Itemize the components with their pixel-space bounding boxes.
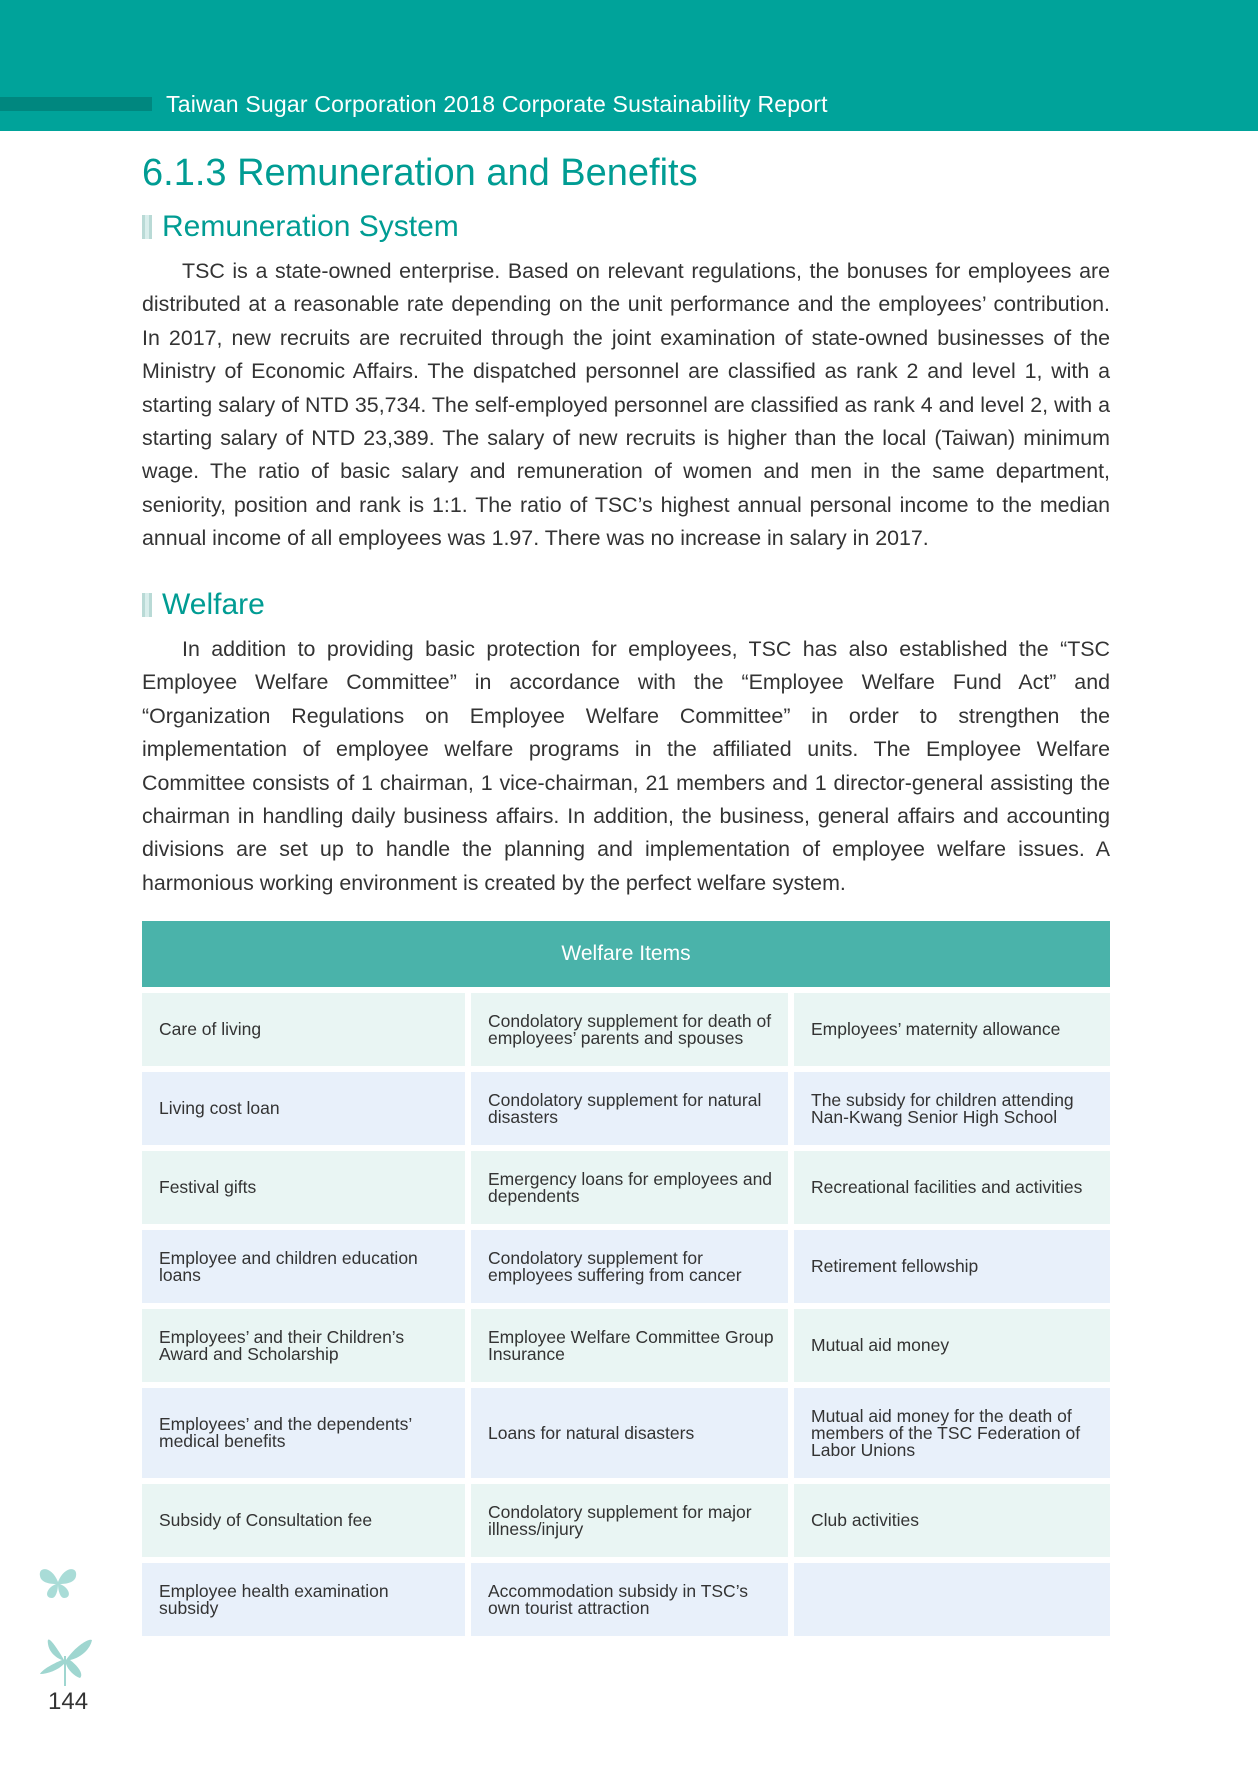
table-row <box>142 1151 1110 1230</box>
table-cell: Employees’ and the dependents’ medical benefits <box>142 1388 471 1484</box>
table-cell: Employee health examination subsidy <box>142 1563 471 1642</box>
table-row <box>142 993 1110 1072</box>
table-cell: Condolatory supplement for death of employees’ parents and spouses <box>471 993 794 1072</box>
table-cell: Accommodation subsidy in TSC’s own tourist attraction <box>471 1563 794 1642</box>
table-cell: Condolatory supplement for employees suffering from cancer <box>471 1230 794 1309</box>
table-row <box>142 1230 1110 1309</box>
table-cell: Condolatory supplement for major illness/injury <box>471 1484 794 1563</box>
table-cell: Employee Welfare Committee Group Insurance <box>471 1309 794 1388</box>
section-heading-label: Welfare <box>162 588 265 621</box>
table-cell: Loans for natural disasters <box>471 1388 794 1484</box>
welfare-paragraph: In addition to providing basic protection for employees, TSC has also established the “TSC Employee Welfare Committee” in accordance with the “Employee Welfare Fund Act” and “Organization Regulations on Employee Welfare Committee” in order to strengthen the implementation of employee welfare programs in the affiliated units. The Employee Welfare Committee consists of 1 chairman, 1 vice-chairman, 21 members and 1 director-general assisting the chairman in handling daily business affairs. In addition, the business, general affairs and accounting divisions are set up to handle the planning and implementation of employee welfare issues. A harmonious working environment is created by the perfect welfare system. <box>142 637 1110 895</box>
section-marker-icon <box>142 215 152 239</box>
table-row <box>142 1309 1110 1388</box>
table-cell: Subsidy of Consultation fee <box>142 1484 471 1563</box>
table-cell: Employees’ maternity allowance <box>794 993 1110 1072</box>
section-heading-welfare <box>142 588 265 622</box>
table-cell: Recreational facilities and activities <box>794 1151 1110 1230</box>
table-row <box>142 1563 1110 1642</box>
table-cell: Emergency loans for employees and dependents <box>471 1151 794 1230</box>
table-row <box>142 1484 1110 1563</box>
table-cell: Retirement fellowship <box>794 1230 1110 1309</box>
table-cell: Mutual aid money <box>794 1309 1110 1388</box>
table-cell <box>794 1563 1110 1642</box>
welfare-items-table <box>142 921 1110 1642</box>
table-cell: Mutual aid money for the death of members of the TSC Federation of Labor Unions <box>794 1388 1110 1484</box>
section-heading-label: Remuneration System <box>162 210 459 243</box>
table-header: Welfare Items <box>142 921 1110 993</box>
table-row <box>142 1388 1110 1484</box>
remuneration-paragraph: TSC is a state-owned enterprise. Based on relevant regulations, the bonuses for employees are distributed at a reasonable rate depending on the unit performance and the employees’ contribution. In 2017, new recruits are recruited through the joint examination of state-owned businesses of the Ministry of Economic Affairs. The dispatched personnel are classified as rank 2 and level 1, with a starting salary of NTD 35,734. The self-employed personnel are classified as rank 4 and level 2, with a starting salary of NTD 23,389. The salary of new recruits is higher than the local (Taiwan) minimum wage. The ratio of basic salary and remuneration of women and men in the same department, seniority, position and rank is 1:1. The ratio of TSC’s highest annual personal income to the median annual income of all employees was 1.97. There was no increase in salary in 2017. <box>142 259 1110 551</box>
table-cell: Care of living <box>142 993 471 1072</box>
table-cell: Living cost loan <box>142 1072 471 1151</box>
table-cell: Employees’ and their Children’s Award and Scholarship <box>142 1309 471 1388</box>
table-cell: Club activities <box>794 1484 1110 1563</box>
section-marker-icon <box>142 593 152 617</box>
butterfly-large-icon <box>34 1626 98 1690</box>
section-heading-remuneration <box>142 210 459 244</box>
header-accent-stripe <box>0 97 152 111</box>
page-heading: 6.1.3 Remuneration and Benefits <box>142 152 698 194</box>
butterfly-small-icon <box>34 1562 82 1602</box>
page-number: 144 <box>48 1688 89 1715</box>
report-title: Taiwan Sugar Corporation 2018 Corporate Sustainability Report <box>166 91 828 117</box>
table-cell: Festival gifts <box>142 1151 471 1230</box>
table-cell: The subsidy for children attending Nan-Kwang Senior High School <box>794 1072 1110 1151</box>
table-cell: Employee and children education loans <box>142 1230 471 1309</box>
table-cell: Condolatory supplement for natural disasters <box>471 1072 794 1151</box>
table-row <box>142 1072 1110 1151</box>
